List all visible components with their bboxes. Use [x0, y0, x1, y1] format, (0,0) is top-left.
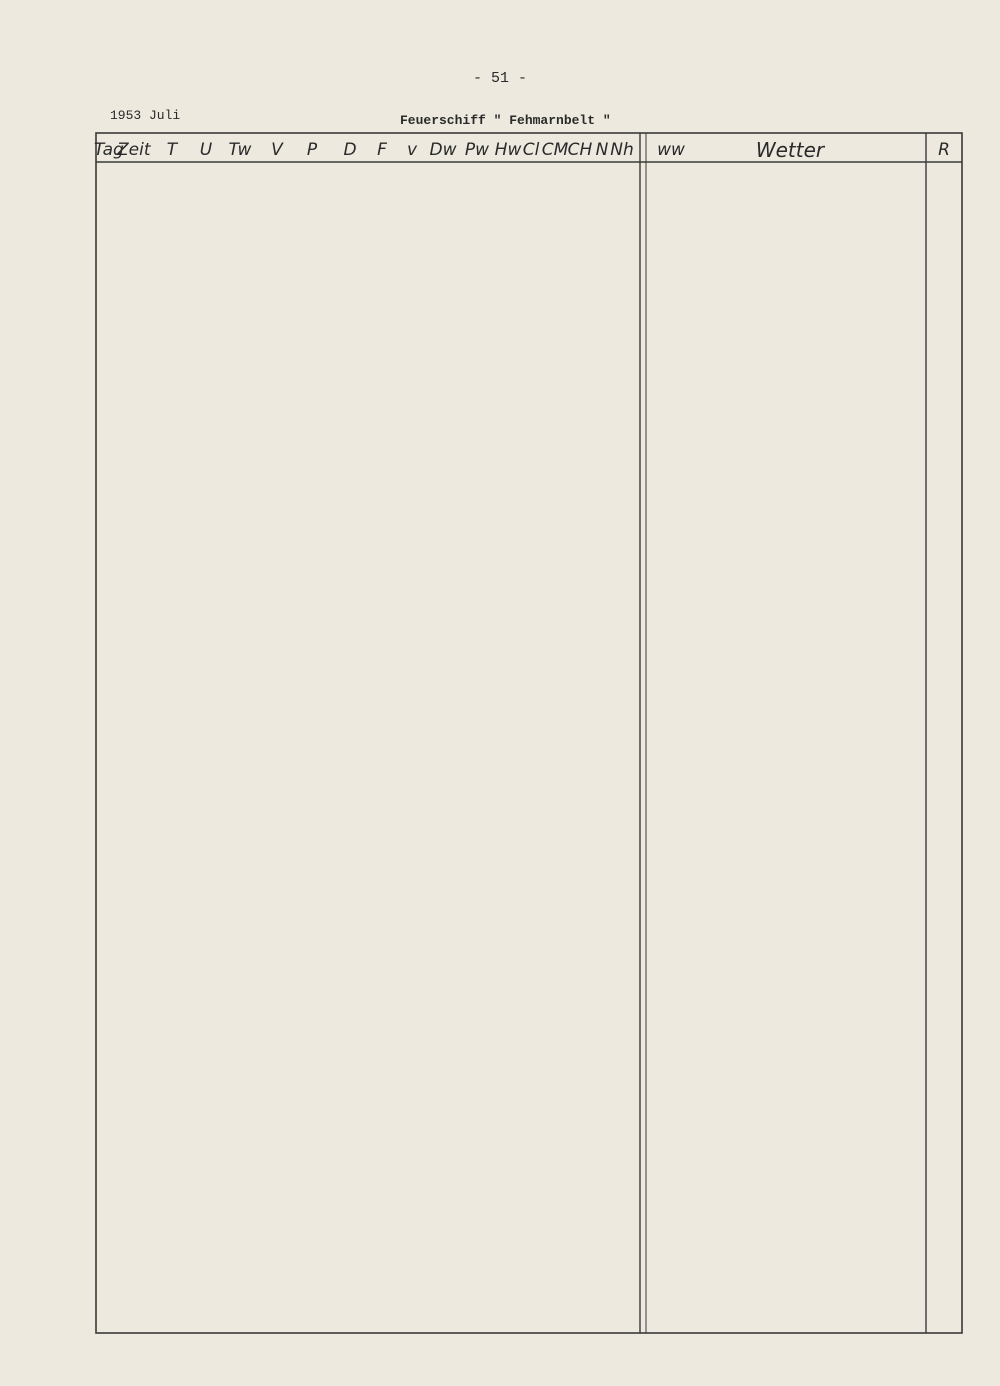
- col-head-tag: Tag: [94, 140, 124, 160]
- wetter-heading: Wetter: [755, 138, 825, 162]
- col-head-d: D: [343, 140, 357, 160]
- col-head-cl: Cl: [522, 140, 540, 160]
- col-head-nh: Nh: [610, 140, 634, 160]
- col-head-pw: Pw: [464, 140, 490, 160]
- col-head-f: F: [377, 140, 387, 160]
- ship-title: Feuerschiff " Fehmarnbelt ": [400, 113, 611, 128]
- col-head-cm: CM: [541, 140, 569, 160]
- ww-heading: ww: [657, 140, 685, 160]
- year-month: 1953 Juli: [110, 108, 181, 123]
- col-head-t: T: [166, 140, 178, 160]
- r-heading: R: [938, 140, 950, 160]
- col-head-v: v: [406, 140, 418, 160]
- col-head-hw: Hw: [494, 140, 522, 160]
- col-head-p: P: [306, 140, 318, 160]
- col-head-n: N: [595, 140, 609, 160]
- col-head-tw: Tw: [228, 140, 252, 160]
- col-head-ch: CH: [567, 140, 593, 160]
- col-head-v: V: [271, 140, 283, 160]
- col-head-u: U: [199, 140, 213, 160]
- col-head-dw: Dw: [429, 140, 457, 160]
- page-number: - 51 -: [472, 70, 527, 87]
- col-head-zeit: Zeit: [117, 140, 151, 160]
